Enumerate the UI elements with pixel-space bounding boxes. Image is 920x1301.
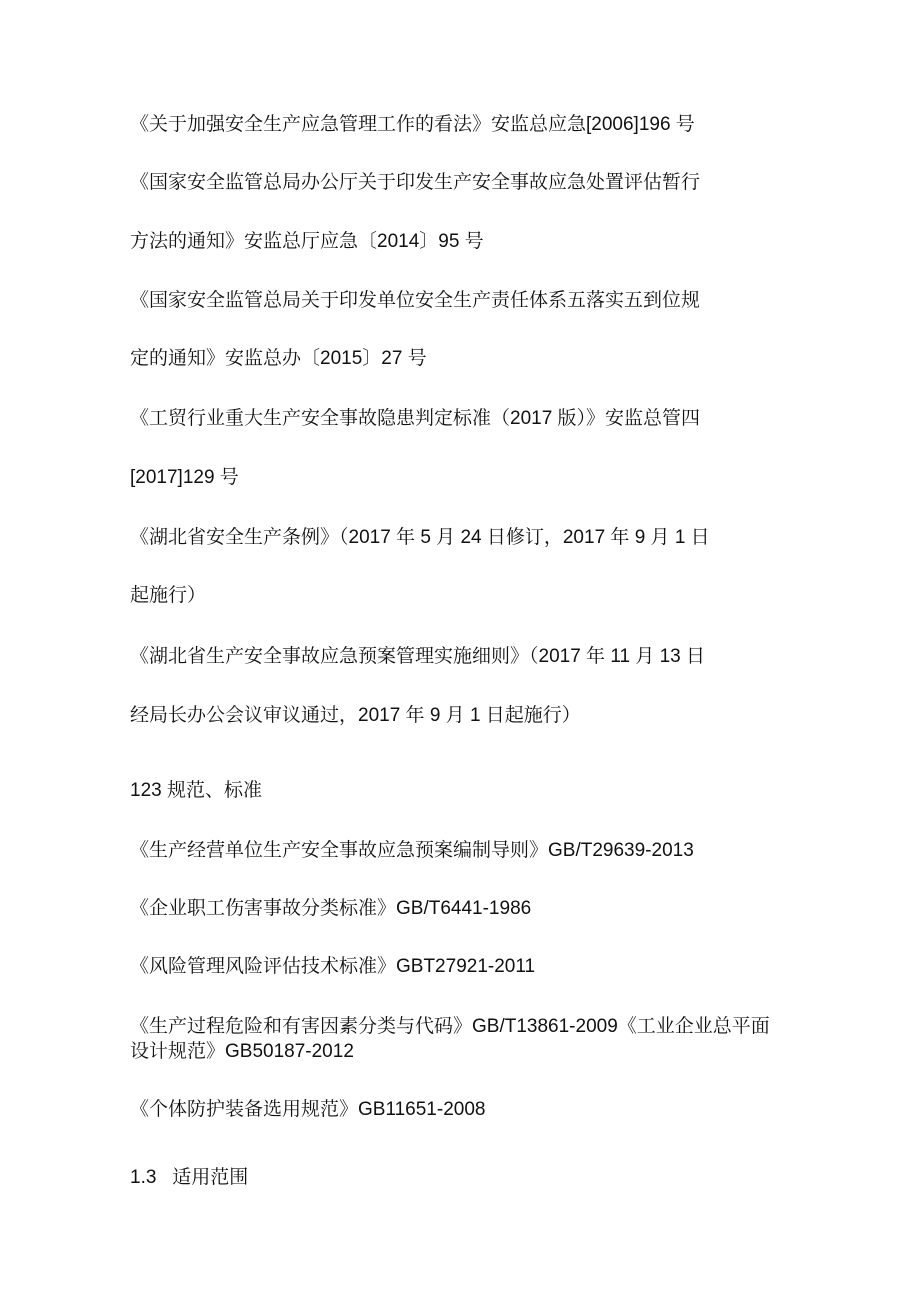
- regulation-item-continuation: 起施行）: [130, 585, 207, 606]
- section-heading: 1.3 适用范围: [130, 1167, 249, 1188]
- regulation-item: 《湖北省安全生产条例》（2017 年 5 月 24 日修订，2017 年 9 月 1 日: [130, 527, 710, 548]
- standard-item: 《企业职工伤害事故分类标准》GB/T6441-1986: [130, 898, 532, 919]
- standard-item: 《生产过程危险和有害因素分类与代码》GB/T13861-2009《工业企业总平面: [130, 1016, 770, 1037]
- standard-item: 《个体防护装备选用规范》GB11651-2008: [130, 1099, 486, 1120]
- regulation-item: 《国家安全监管总局办公厅关于印发生产安全事故应急处置评估暂行: [130, 172, 701, 193]
- standard-item: 《生产经营单位生产安全事故应急预案编制导则》GB/T29639-2013: [130, 840, 694, 861]
- regulation-item: 《国家安全监管总局关于印发单位安全生产责任体系五落实五到位规: [130, 290, 701, 311]
- standard-item: 《风险管理风险评估技术标准》GBT27921-2011: [130, 956, 536, 977]
- regulation-item-continuation: 定的通知》安监总办〔2015〕27 号: [130, 348, 427, 369]
- regulation-item: 《湖北省生产安全事故应急预案管理实施细则》（2017 年 11 月 13 日: [130, 646, 706, 667]
- regulation-item-continuation: 经局长办公会议审议通过，2017 年 9 月 1 日起施行）: [130, 705, 581, 726]
- regulation-item-continuation: [2017]129 号: [130, 467, 239, 488]
- regulation-item: 《工贸行业重大生产安全事故隐患判定标准（2017 版）》安监总管四: [130, 408, 701, 429]
- regulation-item: 《关于加强安全生产应急管理工作的看法》安监总应急[2006]196 号: [130, 114, 695, 135]
- regulation-item-continuation: 方法的通知》安监总厅应急〔2014〕95 号: [130, 231, 484, 252]
- standard-item-continuation: 设计规范》GB50187-2012: [130, 1041, 354, 1062]
- section-heading: 123 规范、标准: [130, 780, 262, 801]
